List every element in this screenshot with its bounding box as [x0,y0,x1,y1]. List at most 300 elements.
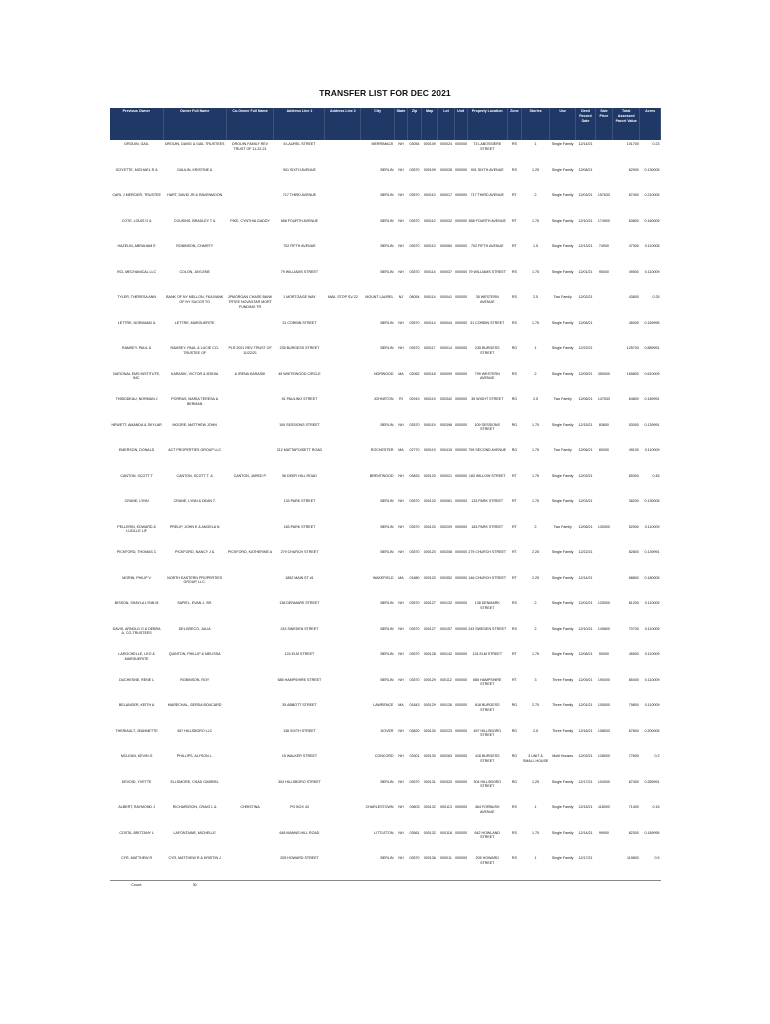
table-cell: 1 [534,856,537,860]
table-cell: DROUIN FAMILY REV TRUST OF 11-22-21 [232,142,269,151]
table-cell: 03603 [409,805,420,809]
table-cell: & IRENA KARASIK [234,371,266,376]
table-cell: RS [511,856,517,860]
table-cell [226,319,274,345]
table-cell: 0.610009 [644,371,660,376]
table-cell: 53000 [628,422,639,427]
table-cell: CYR, MATTHEW R & KRISTIN J [168,856,221,860]
table-cell: 12/06/21 [578,524,593,529]
table-cell: 79 WILLIAMS STREET [280,269,319,274]
table-cell: RT [512,524,517,529]
table-cell [226,701,274,727]
table-cell: Single Family [551,830,574,835]
table-cell: 0.45 [652,473,660,478]
table-cell: 0.110009 [644,269,660,274]
table-cell [226,574,274,600]
table-cell: 125700 [626,346,639,350]
table-cell: 0.289991 [644,779,660,784]
table-cell: Single Family [551,269,574,274]
table-cell: BERLIN [380,422,394,427]
table-cell: 000320 [440,779,452,784]
table-cell: DOVER [380,728,394,733]
table-cell: 1.75 [532,269,540,274]
table-cell: 000000 [455,830,468,835]
table-cell: 12/14/21 [578,575,593,580]
table-cell: 000000 [455,422,468,427]
table-cell: Single Family [551,499,574,503]
table-cell: Single Family [551,371,574,376]
table-cell: Single Family [551,575,574,580]
table-cell: 000129 [423,703,436,707]
table-cell: 000021 [440,473,452,478]
table-cell: LAROCHELLE, LEO & MARGUERITE [118,652,155,661]
table-cell: DUCHESNE, RENE L [119,677,155,682]
table-row [110,166,661,192]
table-cell: Multi Houses [552,754,574,758]
column-header: Unit [454,108,467,140]
table-cell: 1 [534,346,537,350]
table-cell: 99900 [598,830,609,835]
table-cell: LAWRENCE [373,703,394,707]
table-row [110,829,661,855]
table-cell: 901 SIXTH AVENUE [283,167,316,172]
table-cell: 000263 [440,754,452,758]
count-row [110,880,661,893]
table-cell [325,599,361,625]
table-cell: 138 DENMARK STREET [474,601,500,610]
table-cell: 35 WESTERN AVENUE [475,295,499,304]
table-cell: 133 PARK STREET [283,499,316,503]
table-cell: 133 PARK STREET [471,499,504,503]
table-cell: NH [398,728,404,733]
table-cell: MARECHAL, GERDA BOUCARD [167,703,222,707]
table-cell [595,854,612,880]
table-cell: 108533 [597,728,610,733]
table-cell: 12/15/21 [578,805,593,809]
table-cell: 45000 [628,320,639,325]
table-cell: 146 CHURCH STREET [468,575,507,580]
table-cell: RS [511,805,517,809]
table-cell [226,854,274,880]
table-cell: CANTON, JARED P. [233,473,267,478]
table-cell [226,191,274,217]
table-cell: 000110 [423,244,436,248]
table-cell: Single Family [551,167,574,172]
table-cell: NH [398,167,404,172]
table-cell: 03570 [409,499,420,503]
table-row [110,574,661,600]
table-cell: RS [511,601,517,605]
table-cell: 67800 [628,728,639,733]
table-cell: Three Family [552,677,574,682]
table-cell: 648 MANNS HILL ROAD [279,830,320,835]
table-cell: 12/08/21 [578,652,593,656]
table-cell: KARASIK, VICTOR & IESHIA [171,371,219,376]
table-cell: 616 BURGESS STREET [474,703,500,712]
table-row [110,319,661,345]
table-cell: GAULIN, KRISTINE A [177,167,213,172]
table-cell: 000398 [440,422,452,427]
column-header: Zone [507,108,521,140]
table-cell [226,625,274,651]
table-row [110,599,661,625]
table-cell: 000061 [440,499,452,503]
table-row [110,344,661,370]
column-header: Previous Owner [110,108,163,140]
table-cell: 000415 [440,448,452,452]
table-cell: QUINTON, PHILLIP & MELISSA [168,652,221,656]
table-cell: 243 SWEDEN STREET [468,626,507,631]
table-cell: Two Family [553,397,572,401]
table-cell: CRANE, LYNN & DEAN T. [173,499,216,503]
table-cell: 1 [534,142,537,146]
table-cell: TYLER, THERESA ANN [117,295,156,299]
table-cell: 12/09/21 [578,677,593,682]
table-cell: 658 FOURTH AVENUE [468,218,506,223]
table-cell: 1.75 [532,422,540,427]
table-cell: 12/01/21 [578,703,593,707]
table-cell: 000017 [440,193,452,197]
table-cell: 000114 [423,269,436,274]
table-row [110,548,661,574]
table-cell: PLR 2021 REV TRUST OF 11/22/21 [228,346,272,355]
table-cell: 658 FOURTH AVENUE [280,218,319,223]
table-cell [226,778,274,804]
table-cell [226,599,274,625]
table-cell: Two Family [553,448,572,452]
table-cell: 47300 [628,244,639,248]
table-cell: 0.15 [652,805,660,809]
table-cell: NH [398,779,404,784]
table-cell: NH [398,652,404,656]
table-cell: Single Family [551,626,574,631]
table-cell: 000130 [423,754,436,758]
table-cell: 64800 [628,397,639,401]
table-cell: 77600 [628,754,639,758]
table-cell: 000000 [455,244,468,248]
table-cell: NH [398,244,404,248]
table-cell: RT [512,575,517,580]
table-cell: 87400 [628,193,639,197]
table-cell: CONCORD [374,754,394,758]
table-row [110,752,661,778]
table-cell: 81200 [628,601,639,605]
table-cell: PICKFORD, KATHERINE A [228,550,273,554]
table-cell: 79 WILLIAMS STREET [468,269,506,274]
table-cell: 03570 [409,346,420,350]
table-cell: Single Family [551,422,574,427]
table-cell: 000000 [455,779,468,784]
table-cell: ELLSMORE, CHAD GABRIEL [170,779,219,784]
table-cell: RICHARDSON, CRAIG L & [172,805,217,809]
table-cell [325,421,361,447]
column-header: Lot [438,108,454,140]
column-header: State [394,108,407,140]
table-cell: Single Family [551,779,574,784]
table-cell [595,344,612,370]
table-cell: 01843 [409,703,420,707]
table-cell: 0.139991 [644,550,660,554]
table-cell [325,727,361,753]
table-cell: DROUIN, DAVID & GAIL TRUSTEES [164,142,225,146]
table-cell: ALBERT, RAYMOND J [118,805,155,809]
table-cell: BERLIN [380,856,394,860]
table-cell: 3 [534,677,537,682]
table-row [110,370,661,396]
table-cell: 03570 [409,422,420,427]
table-cell: NH [398,422,404,427]
table-cell [325,676,361,702]
table-row [110,242,661,268]
table-cell: 12/03/21 [578,754,593,758]
table-cell: DROUIN, GAIL [124,142,149,146]
table-cell: RS [511,626,517,631]
table-cell: LETTRE, MARGUERITE [174,320,215,325]
table-cell: MAIL STOP SV-22 [328,295,358,299]
table-cell: RS [511,371,517,376]
table-cell: 03561 [409,830,420,835]
table-cell: LETTRE, NORMAND & [117,320,156,325]
table-cell: THIBODEAU, NORMAN J [115,397,158,401]
table-cell [595,472,612,498]
table-cell: LITTLETON [374,830,394,835]
table-cell: NH [398,856,404,860]
table-cell [595,140,612,166]
table-cell: 12/16/21 [578,728,593,733]
table-cell: 2.75 [532,703,540,707]
table-cell: 12/02/21 [578,601,593,605]
table-cell: 6 LAUREL STREET [283,142,316,146]
table-row [110,727,661,753]
table-cell: 1.25 [532,779,540,784]
table-cell: 000132 [423,805,436,809]
table-cell: 000000 [455,295,468,299]
table-cell: 65300 [628,473,639,478]
table-cell: 2.5 [533,728,539,733]
table-cell: ACT PROPERTIES GROUP LLC [168,448,222,452]
table-cell: 70700 [628,626,639,631]
table-cell: BANK OF NY MELLON, FKA BANK OF NY SUCCR TO [166,295,224,304]
table-cell: 000000 [455,167,468,172]
table-cell: 147533 [597,397,610,401]
table-cell [325,829,361,855]
table-cell: NJ [398,295,404,299]
table-cell: 1.75 [532,499,540,503]
table-cell: 279 CHURCH STREET [280,550,319,554]
table-cell: 03570 [409,601,420,605]
table-cell: 0.169995 [644,320,660,325]
table-cell: 000118 [423,371,436,376]
table-cell: 901 SIXTH AVENUE [470,167,504,172]
table-row [110,676,661,702]
table-cell: HAZELIN, ABRAHAM E [117,244,156,248]
table-cell: 03570 [409,193,420,197]
table-cell [226,727,274,753]
table-cell: MA [398,575,404,580]
table-cell: 02770 [409,448,420,452]
table-cell: LAFONTAINE, MICHELLE [173,830,216,835]
table-cell: 717 THIRD AVENUE [470,193,504,197]
table-cell: NH [398,550,404,554]
table-cell [325,344,361,370]
table-cell: 1 [534,805,537,809]
table-row [110,650,661,676]
table-cell: 205 HOWARD STREET [475,856,499,865]
table-cell: 63800 [628,218,639,223]
table-cell: 0.2 [654,754,660,758]
table-cell: Single Family [551,244,574,248]
table-cell: PIKE, CYNTHIA GADDY [230,218,270,223]
table-cell: 105000 [597,703,610,707]
table-cell: 03570 [409,167,420,172]
table-cell: 12/01/21 [578,269,593,274]
table-cell: BRENTWOOD [369,473,394,478]
table-cell: RG [511,703,518,707]
table-cell: JOHNSTON [373,397,394,401]
table-cell: NH [398,830,404,835]
table-cell [325,523,361,549]
table-cell: 000000 [455,626,468,631]
table-cell: 685 HAMPSHIRE STREET [277,677,322,682]
table-cell: 235 BURGESS STREET [279,346,320,350]
table-cell: 12/02/21 [578,295,593,299]
table-cell: CYR, MATTHEW R [121,856,153,860]
table-cell: BERLIN [380,626,394,631]
table-cell: 000000 [455,550,468,554]
table-cell: 124 ELM STREET [284,652,315,656]
table-cell: BERLIN [380,320,394,325]
table-cell: 000000 [455,601,468,605]
table-cell: PHILLIPS, ALYSON L. [176,754,213,758]
table-cell: NH [398,320,404,325]
table-cell: 45 WHITEWOOD CIRCLE [278,371,321,376]
table-cell: 000129 [423,677,436,682]
table-cell: BERLIN [380,167,394,172]
table-row [110,421,661,447]
table-cell: DAVIS, ARNOLD G & DEBRA A, CO-TRUSTEES [112,626,161,636]
table-cell: 2 [534,371,537,376]
column-header: Map [422,108,438,140]
table-cell: 000000 [455,346,468,350]
table-cell: WAKEFIELD [372,575,394,580]
table-cell: 12/17/21 [578,856,593,860]
table-cell [325,497,361,523]
table-cell: 000000 [455,193,468,197]
table-cell: 0.130005 [644,167,660,172]
table-cell: 12/14/21 [578,830,593,835]
table-cell: 02919 [409,397,420,401]
table-cell: NH [398,524,404,529]
table-cell [325,574,361,600]
table-cell: 03820 [409,728,420,733]
table-cell: 38200 [628,499,639,503]
table-cell: 000142 [440,652,452,656]
table-cell: 000342 [440,397,452,401]
table-cell: RAMSEY, PAUL & LUCIE CO-TRUSTEE OF [170,346,219,355]
table-cell: 2 [534,524,537,529]
table-cell: 12/22/21 [578,346,593,350]
column-header: Owner Full Name [163,108,226,140]
table-cell: CARL J MERCIER, TRUSTEE [112,193,161,197]
table-cell: Single Family [551,601,574,605]
table-cell: MA [398,448,404,452]
table-cell: CHRISTINA [240,805,260,809]
table-cell: 000120 [423,499,436,503]
column-header: Address Line 1 [274,108,325,140]
table-cell: MERRIMACK [371,142,394,146]
table-cell: 000000 [455,575,468,580]
table-cell [226,242,274,268]
table-cell: 12/10/21 [578,626,593,631]
table-cell: 0.110009 [644,626,660,631]
table-cell: 235 BURGESS STREET [474,346,500,355]
table-cell: HEWETT, AMANDA & SKYLAR [111,422,162,427]
table-cell: 000114 [423,295,436,299]
table-cell: 304 HILLSBORO STREET [278,779,321,784]
table-cell: 1.5 [533,244,539,248]
table-cell: BERLIN [380,779,394,784]
table-cell [325,370,361,396]
table-cell: 000128 [423,652,436,656]
table-cell: 702 FIFTH AVENUE [470,244,504,248]
table-cell: 000136 [423,856,436,860]
table-cell: Two Family [553,524,572,529]
table-row [110,778,661,804]
table-cell: 1.75 [532,652,540,656]
table-cell: 000024 [440,142,452,146]
table-cell: 000000 [455,448,468,452]
table-cell: 000113 [440,805,452,809]
table-cell: MA [398,703,404,707]
table-cell: 0.189991 [644,397,660,401]
table-cell: 000000 [455,499,468,503]
table-cell: 50000 [598,652,609,656]
table-cell [226,676,274,702]
table-cell: CRANE, LYNN [124,499,149,503]
table-cell: 03570 [409,269,420,274]
column-header: Stories [521,108,549,140]
table-cell: 2.25 [532,575,540,580]
table-cell: 73 LABOSSIERE STREET [473,142,502,151]
table-cell: 799 WESTERN AVENUE [474,371,500,381]
column-header: Total Assessed Parcel Value [613,108,640,140]
table-cell: 000132 [440,601,452,605]
table-cell: NORWOOD [373,371,394,376]
table-cell: Single Family [551,320,574,325]
table-cell: CANTON, SCOTT T. & [176,473,213,478]
table-cell: 0.110009 [644,677,660,682]
table-cell: 000157 [440,626,452,631]
table-cell: MCLEAN, KEVIN G [120,754,153,758]
table-cell: 717 THIRD AVENUE [282,193,317,197]
table-cell: 45500 [628,652,639,656]
table-cell: 279 CHURCH STREET [468,550,507,554]
table-cell [325,268,361,294]
table-cell: 000127 [423,601,436,605]
table-cell: 12/09/21 [578,371,593,376]
table-cell: 12/03/21 [578,473,593,478]
table-cell: 000352 [440,575,452,580]
table-cell: 000114 [423,320,436,325]
table-cell: 000000 [455,703,468,707]
table-cell: NH [398,601,404,605]
table-cell [226,752,274,778]
table-cell: DEVOID, YVETTE [121,779,152,784]
table-cell: 1 MORTGAGE WAY [283,295,316,299]
table-cell [325,778,361,804]
table-cell: 000009 [440,371,452,376]
table-cell [226,523,274,549]
